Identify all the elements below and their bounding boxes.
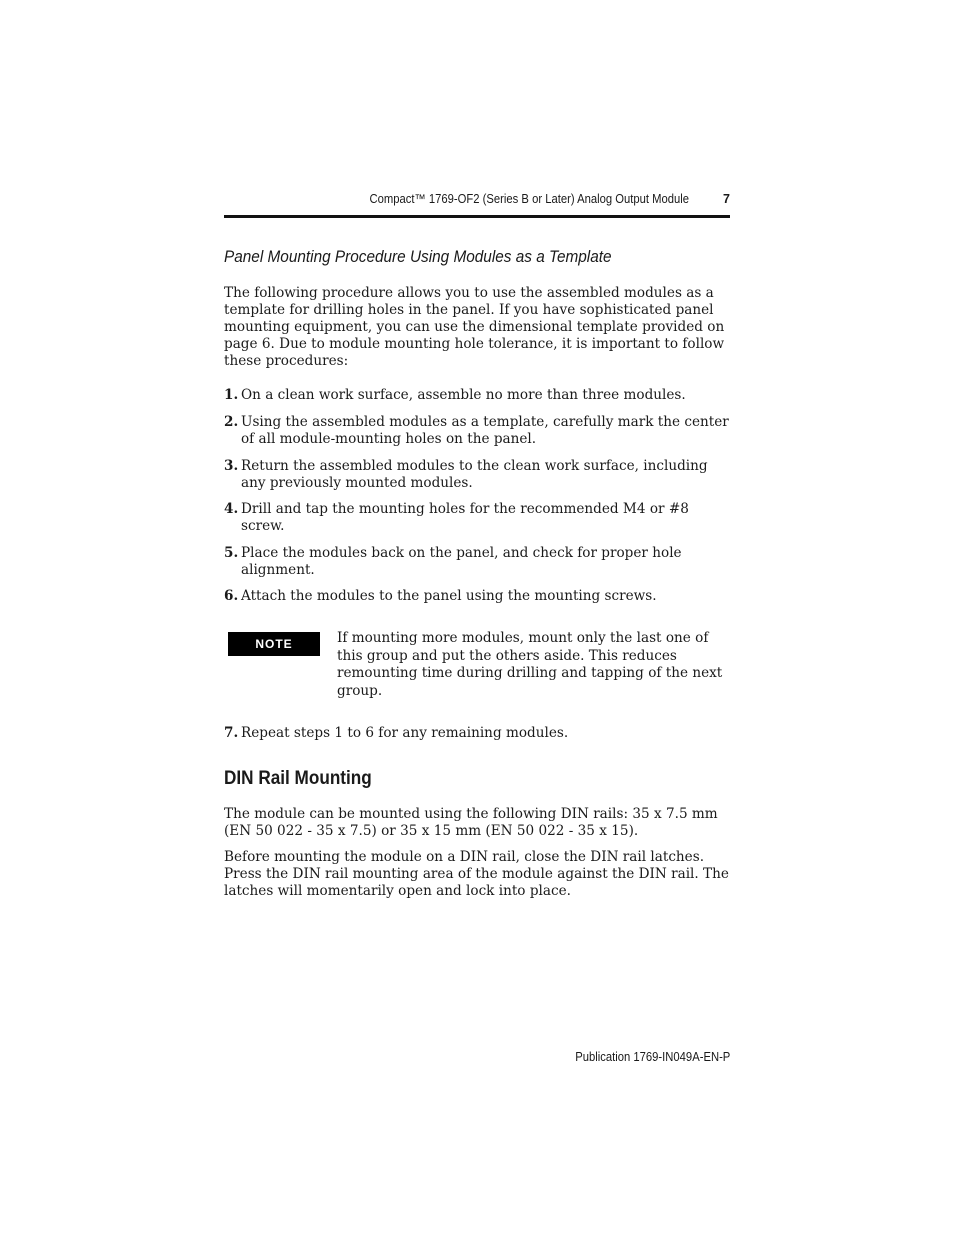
note-text: If mounting more modules, mount only the last one of this group and put the others aside. This reduces remounting time during drilling and tapping of the next group. <box>337 630 723 699</box>
step-number: 3. <box>224 458 239 474</box>
procedure-step <box>224 545 730 579</box>
running-header-title: Compact™ 1769-OF2 (Series B or Later) Analog Output Module <box>369 192 689 206</box>
step-number: 4. <box>224 501 239 517</box>
step-text: Return the assembled modules to the clean work surface, including any previously mounted modules. <box>241 458 708 491</box>
step-text: Repeat steps 1 to 6 for any remaining modules. <box>241 725 569 741</box>
step-text: Drill and tap the mounting holes for the recommended M4 or #8 screw. <box>241 501 689 534</box>
step-number: 6. <box>224 588 239 604</box>
procedure-steps-list <box>224 387 730 605</box>
din-rail-paragraph: The module can be mounted using the following DIN rails: 35 x 7.5 mm (EN 50 022 - 35 x 7.5) or 35 x 15 mm (EN 50 022 - 35 x 15). <box>224 806 718 839</box>
publication-footer: Publication 1769-IN049A-EN-P <box>574 1050 730 1064</box>
step-text: Using the assembled modules as a template, carefully mark the center of all module-mounting holes on the panel. <box>241 414 729 447</box>
procedure-step <box>224 458 730 492</box>
din-rail-paragraph: Before mounting the module on a DIN rail, close the DIN rail latches. Press the DIN rail mounting area of the module against the DIN rail. The latches will momentarily open and lock into place. <box>224 849 729 899</box>
step-text: On a clean work surface, assemble no more than three modules. <box>241 387 686 403</box>
page-number: 7 <box>723 192 730 206</box>
procedure-step-final <box>224 725 730 742</box>
procedure-step <box>224 501 730 535</box>
step-number: 5. <box>224 545 239 561</box>
din-rail-mounting-heading: DIN Rail Mounting <box>224 767 372 789</box>
step-number: 2. <box>224 414 239 430</box>
note-callout <box>224 627 730 711</box>
page-header <box>224 191 730 218</box>
step-number: 7. <box>224 725 239 741</box>
step-text: Attach the modules to the panel using the mounting screws. <box>241 588 657 604</box>
procedure-step <box>224 387 730 404</box>
step-number: 1. <box>224 387 239 403</box>
procedure-step <box>224 414 730 448</box>
page-content <box>224 248 730 900</box>
panel-mounting-intro: The following procedure allows you to use the assembled modules as a template for drilling holes in the panel. If you have sophisticated panel mounting equipment, you can use the dimensional template provided on page 6. Due to module mounting hole tolerance, it is important to follow these procedures: <box>224 285 725 369</box>
step-text: Place the modules back on the panel, and check for proper hole alignment. <box>241 545 682 578</box>
note-label-badge: NOTE <box>228 632 320 656</box>
procedure-step <box>224 588 730 605</box>
panel-mounting-subheading: Panel Mounting Procedure Using Modules as a Template <box>224 248 612 266</box>
